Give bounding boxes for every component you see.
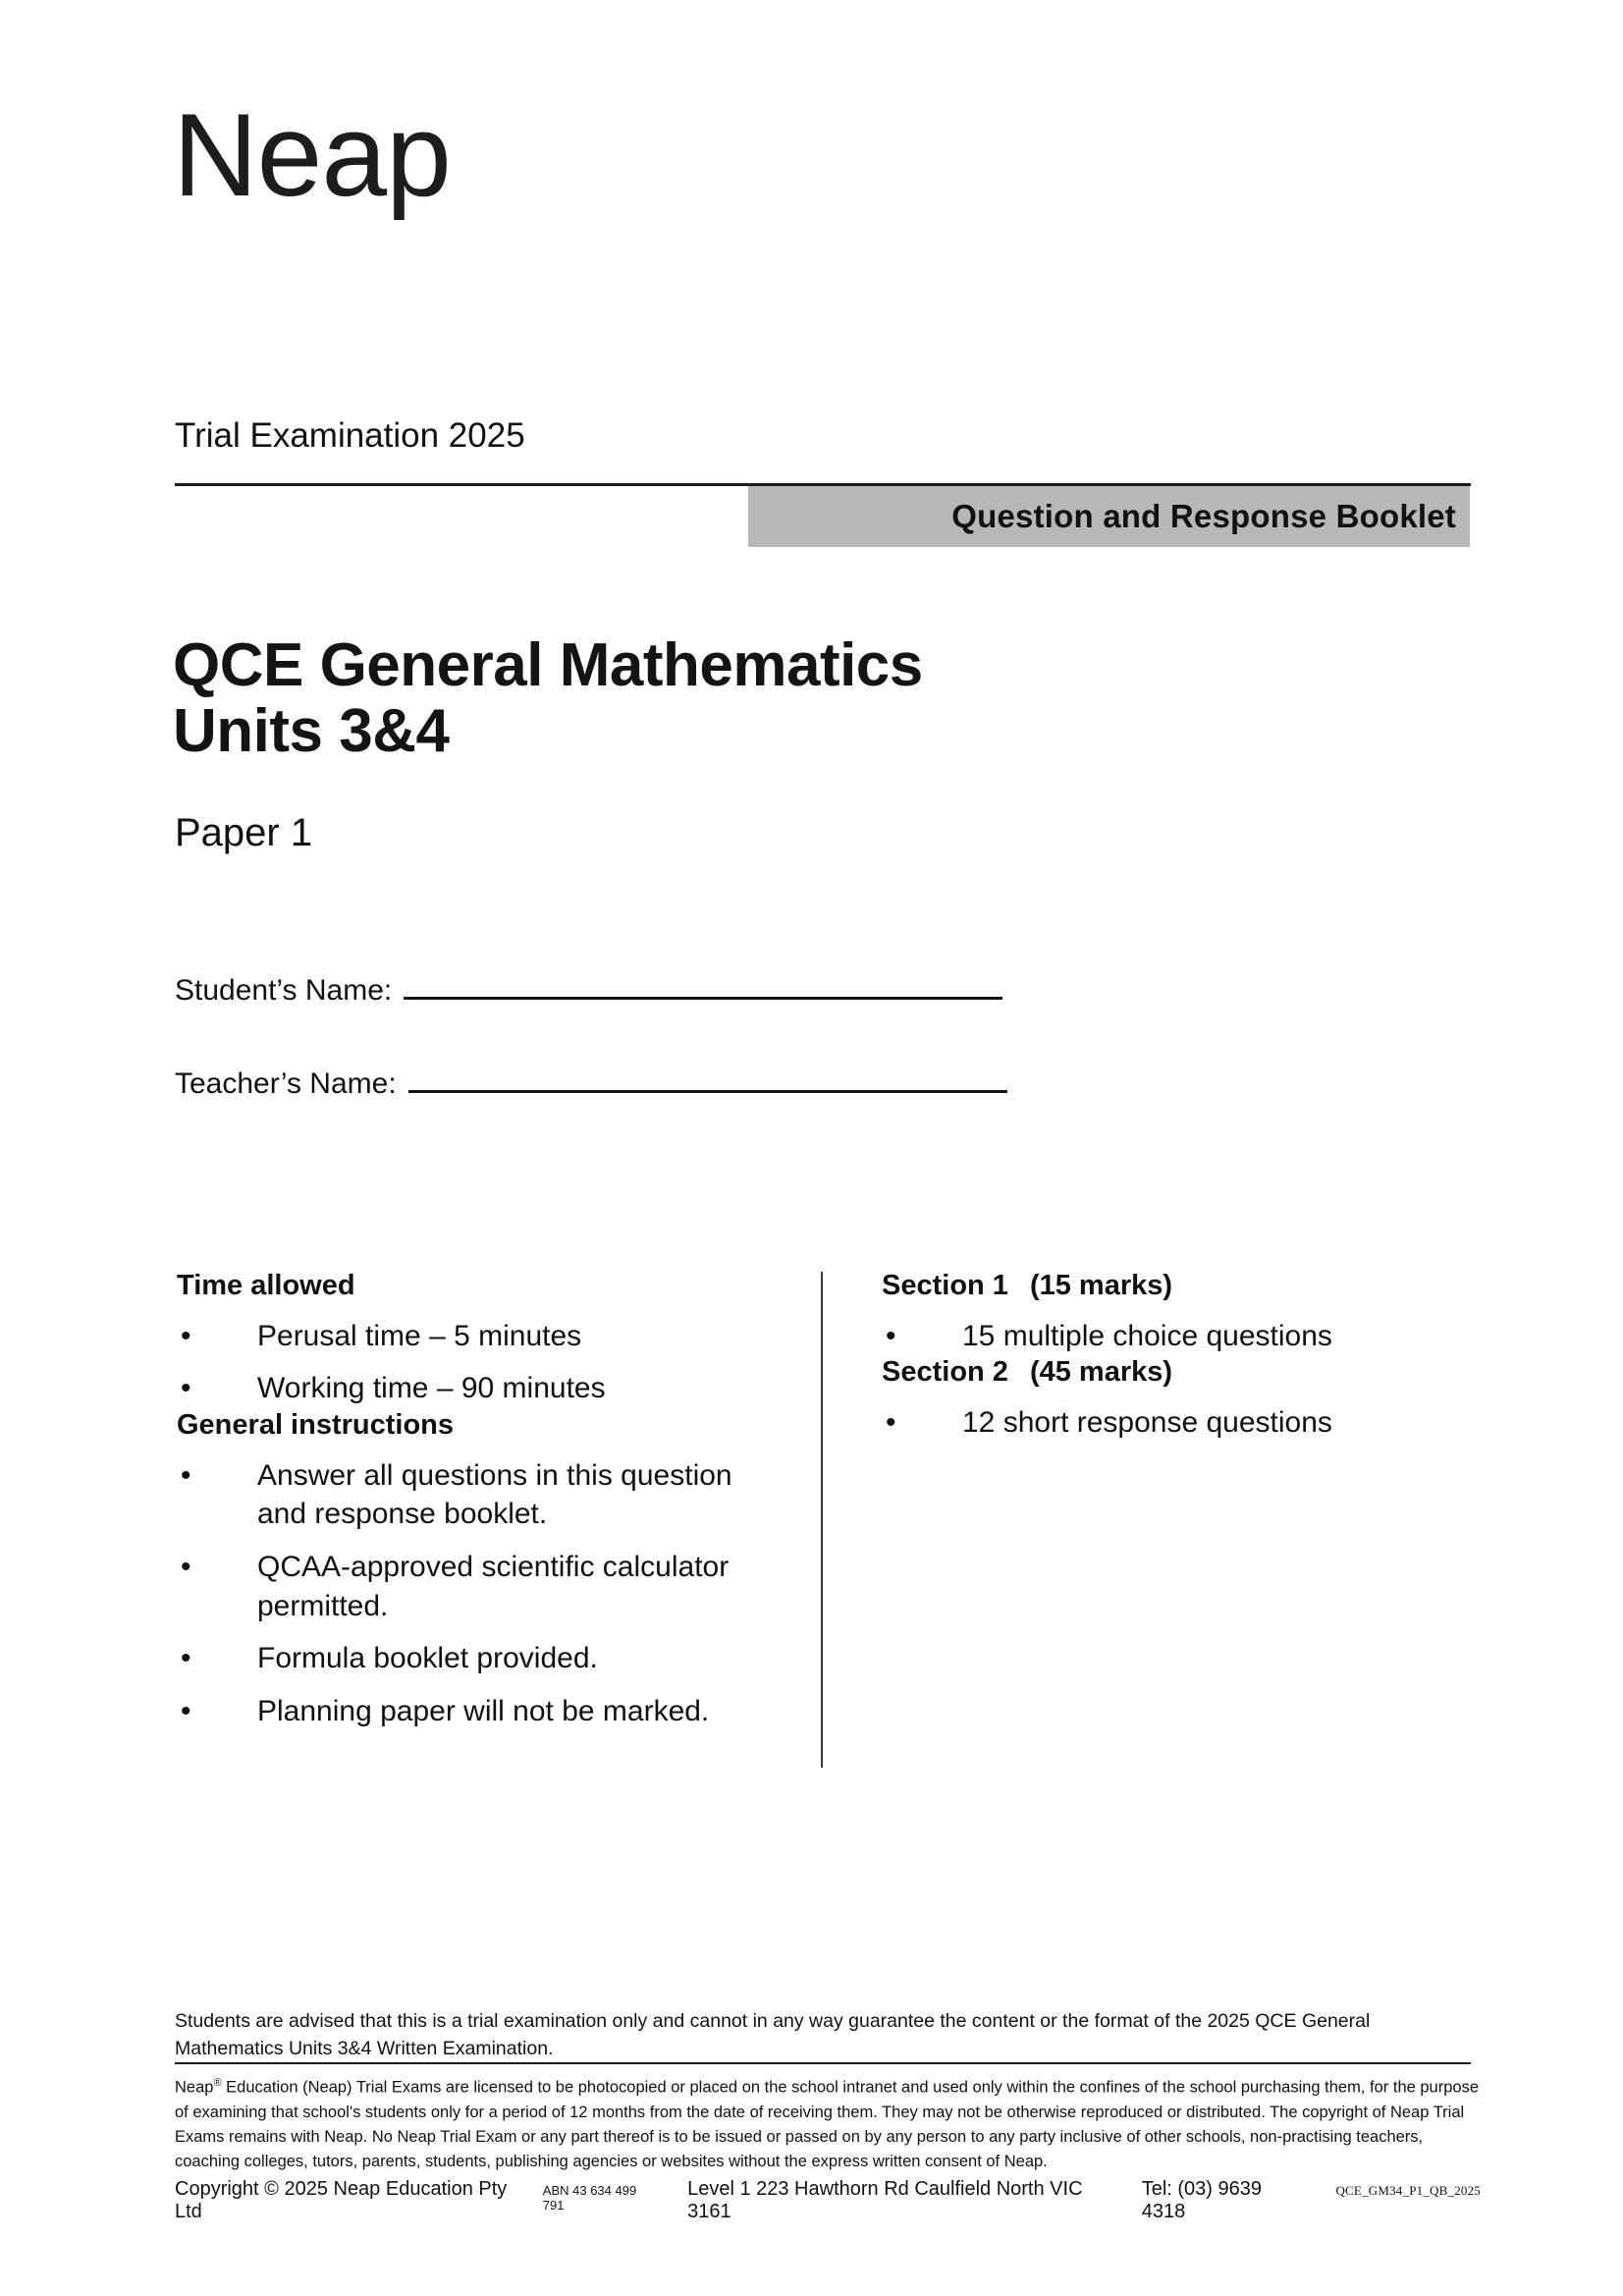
time-allowed-heading: Time allowed [177,1270,355,1301]
student-name-field[interactable] [175,974,1002,1008]
list-item [177,1369,785,1408]
section-1-heading [882,1269,1471,1303]
question-response-banner [748,486,1470,547]
section-2-list [882,1403,1471,1443]
section-1-marks: (15 marks) [1029,1270,1173,1301]
page-title-line1: QCE General Mathematics [173,631,923,699]
list-item-label: Working time – 90 minutes [257,1372,606,1405]
student-name-label: Student’s Name: [175,974,393,1007]
bullet-icon: • [181,1319,191,1352]
list-item-label: Perusal time – 5 minutes [257,1319,582,1352]
general-instructions-heading: General instructions [177,1408,455,1441]
list-item [177,1317,785,1356]
copyright-row [175,2178,1481,2223]
bullet-icon: • [181,1372,191,1405]
list-item-label: 12 short response questions [962,1406,1332,1440]
telephone-number: Tel: (03) 9639 4318 [1141,2178,1263,2222]
document-code: QCE_GM34_P1_QB_2025 [1335,2183,1481,2198]
bullet-icon: • [886,1319,896,1352]
bullet-icon: • [886,1406,896,1440]
list-item-label: QCAA-approved scientific calculator permitted. [257,1550,730,1622]
licence-body: Education (Neap) Trial Exams are licensed to be photocopied or placed on the school intranet and used only within the confines of the school purchasing them, for the purpose of examining that school's students only for a period of 12 months from the date of receiving them. They may not be otherwise reproduced or distributed. The copyright of Neap Trial Exams remains with Neap. No Neap Trial Exam or any part thereof is to be issued or passed on by any person to any party inclusive of other schools, non-practising teachers, coaching colleges, tutors, parents, students, publishing agencies or websites without the express written consent of Neap. [175,2078,1480,2170]
registered-trademark-icon: ® [213,2077,222,2089]
page-title [173,633,1253,765]
section-2-heading [882,1355,1471,1390]
licence-brand: Neap [175,2078,214,2097]
section-2-marks: (45 marks) [1029,1356,1173,1389]
licence-notice [175,2075,1481,2174]
list-item-label: Planning paper will not be marked. [257,1694,710,1727]
page-title-line2: Units 3&4 [173,696,450,765]
postal-address: Level 1 223 Hawthorn Rd Caulfield North VIC 3161 [687,2178,1083,2222]
footer-divider-rule [175,2062,1471,2064]
column-divider-rule [821,1272,823,1768]
list-item [882,1317,1471,1356]
section-1-list [882,1317,1471,1356]
trial-exam-disclaimer: Students are advised that this is a trial examination only and cannot in any way guarantee the content or the format of the 2025 QCE General Mathematics Units 3&4 Written Examination. [175,2010,1371,2060]
list-item [177,1639,785,1678]
general-instructions-list [177,1456,785,1731]
list-item [177,1456,785,1534]
list-item-label: 15 multiple choice questions [962,1319,1332,1352]
sections-column [882,1269,1471,1443]
abn-number: ABN 43 634 499 791 [542,2183,637,2213]
list-item [882,1403,1471,1443]
teacher-name-field[interactable] [175,1067,1007,1101]
bullet-icon: • [181,1550,191,1583]
teacher-name-input-line[interactable] [408,1068,1007,1093]
bullet-icon: • [181,1642,191,1675]
paper-subtitle: Paper 1 [175,811,313,854]
teacher-name-label: Teacher’s Name: [175,1067,397,1100]
neap-logo: Neap [173,89,451,221]
section-2-name: Section 2 [882,1356,1008,1389]
section-1-name: Section 1 [882,1270,1008,1301]
time-allowed-list [177,1317,785,1408]
instructions-column [177,1269,785,1730]
list-item [177,1548,785,1625]
list-item-label: Formula booklet provided. [257,1642,598,1675]
list-item [177,1692,785,1731]
student-name-input-line[interactable] [404,975,1002,1000]
list-item-label: Answer all questions in this question and response booklet. [257,1458,732,1531]
bullet-icon: • [181,1694,191,1727]
trial-examination-line: Trial Examination 2025 [175,416,525,455]
banner-label: Question and Response Booklet [951,498,1456,534]
copyright-statement: Copyright © 2025 Neap Education Pty Ltd [175,2178,508,2222]
bullet-icon: • [181,1458,191,1492]
